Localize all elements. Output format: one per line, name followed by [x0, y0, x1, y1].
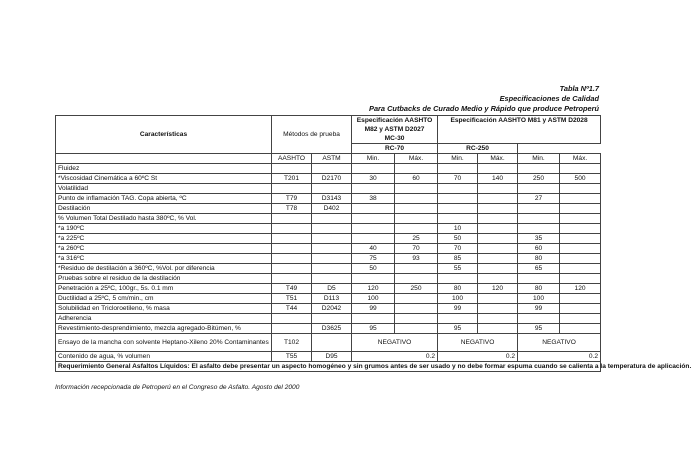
header-rc250-max: Máx.: [560, 154, 601, 164]
row-label: % Volumen Total Destilado hasta 380ºC, % Vol.: [56, 214, 272, 224]
table-cell: [560, 204, 601, 214]
table-cell: [438, 314, 478, 324]
table-row: [56, 304, 601, 314]
table-cell: [560, 194, 601, 204]
cell-astm: D95: [312, 352, 352, 362]
cell-mc30: NEGATIVO: [352, 334, 438, 352]
header-spec-mc: [352, 116, 438, 144]
row-label: Ensayo de la mancha con solvente Heptano-Xileno 20% Contaminantes: [56, 334, 272, 352]
table-cell: 80: [518, 284, 560, 294]
stain-test-row: [56, 334, 601, 352]
header-methods: Métodos de prueba: [272, 116, 352, 154]
table-cell: 100: [518, 294, 560, 304]
table-cell: [395, 314, 438, 324]
table-cell: [395, 164, 438, 174]
table-cell: [438, 214, 478, 224]
row-label: Solubilidad en Tricloroetileno, % masa: [56, 304, 272, 314]
table-cell: T44: [272, 304, 312, 314]
cell-astm: [312, 334, 352, 352]
table-cell: 30: [352, 174, 395, 184]
table-cell: [395, 294, 438, 304]
table-row: [56, 174, 601, 184]
table-cell: [352, 164, 395, 174]
table-cell: 250: [518, 174, 560, 184]
footer-note: Requerimiento General Asfaltos Líquidos: El asfalto debe presentar un aspecto homogéneo y sin grumos antes de ser usado y no debe formar espuma cuando se calienta a la temperatura de aplicación.: [56, 362, 601, 372]
table-cell: 50: [352, 264, 395, 274]
table-cell: 40: [352, 244, 395, 254]
row-label: Ductilidad a 25ºC, 5 cm/min., cm: [56, 294, 272, 304]
table-cell: T79: [272, 194, 312, 204]
table-cell: [395, 194, 438, 204]
header-mc30-max: Máx.: [395, 154, 438, 164]
table-cell: [395, 304, 438, 314]
table-cell: 70: [438, 174, 478, 184]
table-cell: D3143: [312, 194, 352, 204]
row-label: *a 190ºC: [56, 224, 272, 234]
table-cell: [560, 214, 601, 224]
table-row: [56, 294, 601, 304]
table-cell: [478, 194, 518, 204]
table-cell: [478, 244, 518, 254]
header-rc250: RC-250: [438, 144, 518, 154]
table-row: [56, 254, 601, 264]
table-cell: [272, 244, 312, 254]
table-cell: [478, 274, 518, 284]
table-cell: 60: [518, 244, 560, 254]
table-cell: [478, 224, 518, 234]
table-row: [56, 234, 601, 244]
table-cell: [478, 304, 518, 314]
table-cell: D2170: [312, 174, 352, 184]
header-row-3: [56, 154, 601, 164]
table-cell: 99: [518, 304, 560, 314]
mc30-label: MC-30: [384, 135, 405, 142]
table-cell: [438, 274, 478, 284]
table-cell: 120: [478, 284, 518, 294]
table-cell: [272, 184, 312, 194]
row-label: *a 225ºC: [56, 234, 272, 244]
table-title: Especificaciones de Calidad: [499, 94, 599, 103]
table-cell: [272, 324, 312, 334]
cell-aashto: T55: [272, 352, 312, 362]
table-cell: [518, 184, 560, 194]
table-cell: [352, 224, 395, 234]
table-cell: [478, 314, 518, 324]
table-cell: [478, 264, 518, 274]
table-cell: [272, 254, 312, 264]
table-cell: [560, 184, 601, 194]
table-row: [56, 244, 601, 254]
table-cell: [312, 244, 352, 254]
table-cell: 75: [352, 254, 395, 264]
table-cell: [560, 314, 601, 324]
table-cell: [560, 304, 601, 314]
table-cell: [395, 184, 438, 194]
row-label: Revestimiento-desprendimiento, mezcla agregado-Bitúmen, %: [56, 324, 272, 334]
table-cell: D402: [312, 204, 352, 214]
table-row: [56, 184, 601, 194]
source-note: Información recepcionada de Petroperú en el Congreso de Asfalto. Agosto del 2000: [55, 384, 300, 391]
header-blank: [56, 154, 272, 164]
header-astm: ASTM: [312, 154, 352, 164]
table-cell: [352, 314, 395, 324]
table-cell: 35: [518, 234, 560, 244]
table-cell: D2042: [312, 304, 352, 314]
header-characteristics: Características: [56, 116, 272, 154]
table-cell: [395, 264, 438, 274]
row-label: Fluidez: [56, 164, 272, 174]
table-cell: [478, 184, 518, 194]
row-label: Punto de inflamación TAG. Copa abierta, ºC: [56, 194, 272, 204]
row-label: *a 260ºC: [56, 244, 272, 254]
cell-rc70: 0.2: [438, 352, 518, 362]
table-cell: [352, 234, 395, 244]
table-cell: [478, 294, 518, 304]
table-cell: 50: [438, 234, 478, 244]
table-cell: [312, 274, 352, 284]
table-cell: D113: [312, 294, 352, 304]
table-cell: 500: [560, 174, 601, 184]
table-cell: [560, 294, 601, 304]
table-cell: [560, 244, 601, 254]
row-label: *a 316ºC: [56, 254, 272, 264]
cell-mc30: 0.2: [352, 352, 438, 362]
table-cell: [312, 314, 352, 324]
table-cell: D5: [312, 284, 352, 294]
specifications-table: [55, 115, 691, 372]
table-cell: 95: [352, 324, 395, 334]
table-cell: 55: [438, 264, 478, 274]
table-cell: 85: [438, 254, 478, 264]
table-row: [56, 284, 601, 294]
table-cell: [395, 204, 438, 214]
table-cell: [518, 214, 560, 224]
table-cell: 99: [438, 304, 478, 314]
table-cell: [560, 274, 601, 284]
table-cell: 250: [395, 284, 438, 294]
table-cell: 80: [518, 254, 560, 264]
table-cell: 25: [395, 234, 438, 244]
table-cell: 10: [438, 224, 478, 234]
table-cell: [352, 184, 395, 194]
table-cell: [478, 204, 518, 214]
table-cell: 120: [352, 284, 395, 294]
table-cell: 70: [438, 244, 478, 254]
table-cell: [395, 224, 438, 234]
table-cell: [272, 224, 312, 234]
row-label: Penetración a 25ºC, 100gr., 5s. 0.1 mm: [56, 284, 272, 294]
table-cell: [438, 164, 478, 174]
table-cell: [395, 214, 438, 224]
header-spec-rc: Especificación AASHTO M81 y ASTM D2028: [438, 116, 601, 144]
table-cell: D3625: [312, 324, 352, 334]
cell-rc250: 0.2: [518, 352, 601, 362]
header-mc30-min: Min.: [352, 154, 395, 164]
table-cell: [272, 234, 312, 244]
table-cell: 120: [560, 284, 601, 294]
table-cell: [518, 274, 560, 284]
table-cell: T49: [272, 284, 312, 294]
table-cell: [312, 234, 352, 244]
table-cell: [312, 164, 352, 174]
row-label: Destilación: [56, 204, 272, 214]
table-cell: 65: [518, 264, 560, 274]
table-cell: [560, 254, 601, 264]
table-row: [56, 274, 601, 284]
table-cell: [478, 254, 518, 264]
table-cell: 70: [395, 244, 438, 254]
table-cell: [518, 204, 560, 214]
table-row: [56, 204, 601, 214]
table-cell: [352, 204, 395, 214]
cell-rc70: NEGATIVO: [438, 334, 518, 352]
table-cell: T51: [272, 294, 312, 304]
table-cell: 95: [438, 324, 478, 334]
table-number: Tabla Nº1.7: [559, 84, 599, 93]
spec-mc-text: Especificación AASHTO M82 y ASTM D2027: [356, 117, 433, 133]
table-cell: 93: [395, 254, 438, 264]
table-row: [56, 214, 601, 224]
header-rc70-max: Máx.: [478, 154, 518, 164]
table-cell: [312, 214, 352, 224]
table-cell: [312, 264, 352, 274]
table-cell: [478, 164, 518, 174]
header-aashto: AASHTO: [272, 154, 312, 164]
table-cell: T201: [272, 174, 312, 184]
table-row: [56, 224, 601, 234]
table-cell: [560, 264, 601, 274]
table-cell: [352, 274, 395, 284]
table-cell: 100: [352, 294, 395, 304]
table-cell: [518, 224, 560, 234]
table-cell: [438, 184, 478, 194]
cell-aashto: T102: [272, 334, 312, 352]
water-content-row: [56, 352, 601, 362]
table-row: [56, 194, 601, 204]
table-cell: [272, 214, 312, 224]
table-cell: [272, 314, 312, 324]
row-label: *Residuo de destilación a 360ºC, %Vol. por diferencia: [56, 264, 272, 274]
table-row: [56, 264, 601, 274]
footer-note-row: [56, 362, 601, 372]
cell-rc250: NEGATIVO: [518, 334, 601, 352]
table-cell: [438, 204, 478, 214]
table-cell: [478, 214, 518, 224]
header-rc70-min: Min.: [438, 154, 478, 164]
table-row: [56, 314, 601, 324]
row-label: Contenido de agua, % volumen: [56, 352, 272, 362]
table-cell: [560, 234, 601, 244]
table-cell: [352, 214, 395, 224]
table-cell: [395, 274, 438, 284]
table-cell: [560, 164, 601, 174]
table-cell: 27: [518, 194, 560, 204]
table-cell: [272, 274, 312, 284]
table-row: [56, 324, 601, 334]
table-cell: [272, 164, 312, 174]
table-cell: [312, 224, 352, 234]
row-label: Adherencia: [56, 314, 272, 324]
table-cell: T78: [272, 204, 312, 214]
header-rc250-min: Min.: [518, 154, 560, 164]
table-cell: [272, 264, 312, 274]
table-cell: [560, 224, 601, 234]
table-row: [56, 164, 601, 174]
table-cell: 60: [395, 174, 438, 184]
table-cell: [312, 184, 352, 194]
table-subtitle: Para Cutbacks de Curado Medio y Rápido que produce Petroperú: [369, 104, 599, 113]
table-cell: [478, 234, 518, 244]
table-cell: 95: [518, 324, 560, 334]
table-cell: [518, 314, 560, 324]
row-label: Pruebas sobre el residuo de la destilación: [56, 274, 272, 284]
table-cell: 100: [438, 294, 478, 304]
table-cell: 140: [478, 174, 518, 184]
header-row-1: [56, 116, 601, 144]
table-cell: 38: [352, 194, 395, 204]
row-label: *Viscosidad Cinemática a 60ºC St: [56, 174, 272, 184]
row-label: Volatilidad: [56, 184, 272, 194]
table-cell: [560, 324, 601, 334]
table-cell: 80: [438, 284, 478, 294]
table-cell: 99: [352, 304, 395, 314]
table-cell: [438, 194, 478, 204]
table-cell: [312, 254, 352, 264]
header-rc70: RC-70: [352, 144, 438, 154]
table-cell: [395, 324, 438, 334]
table-cell: [478, 324, 518, 334]
table-cell: [518, 164, 560, 174]
